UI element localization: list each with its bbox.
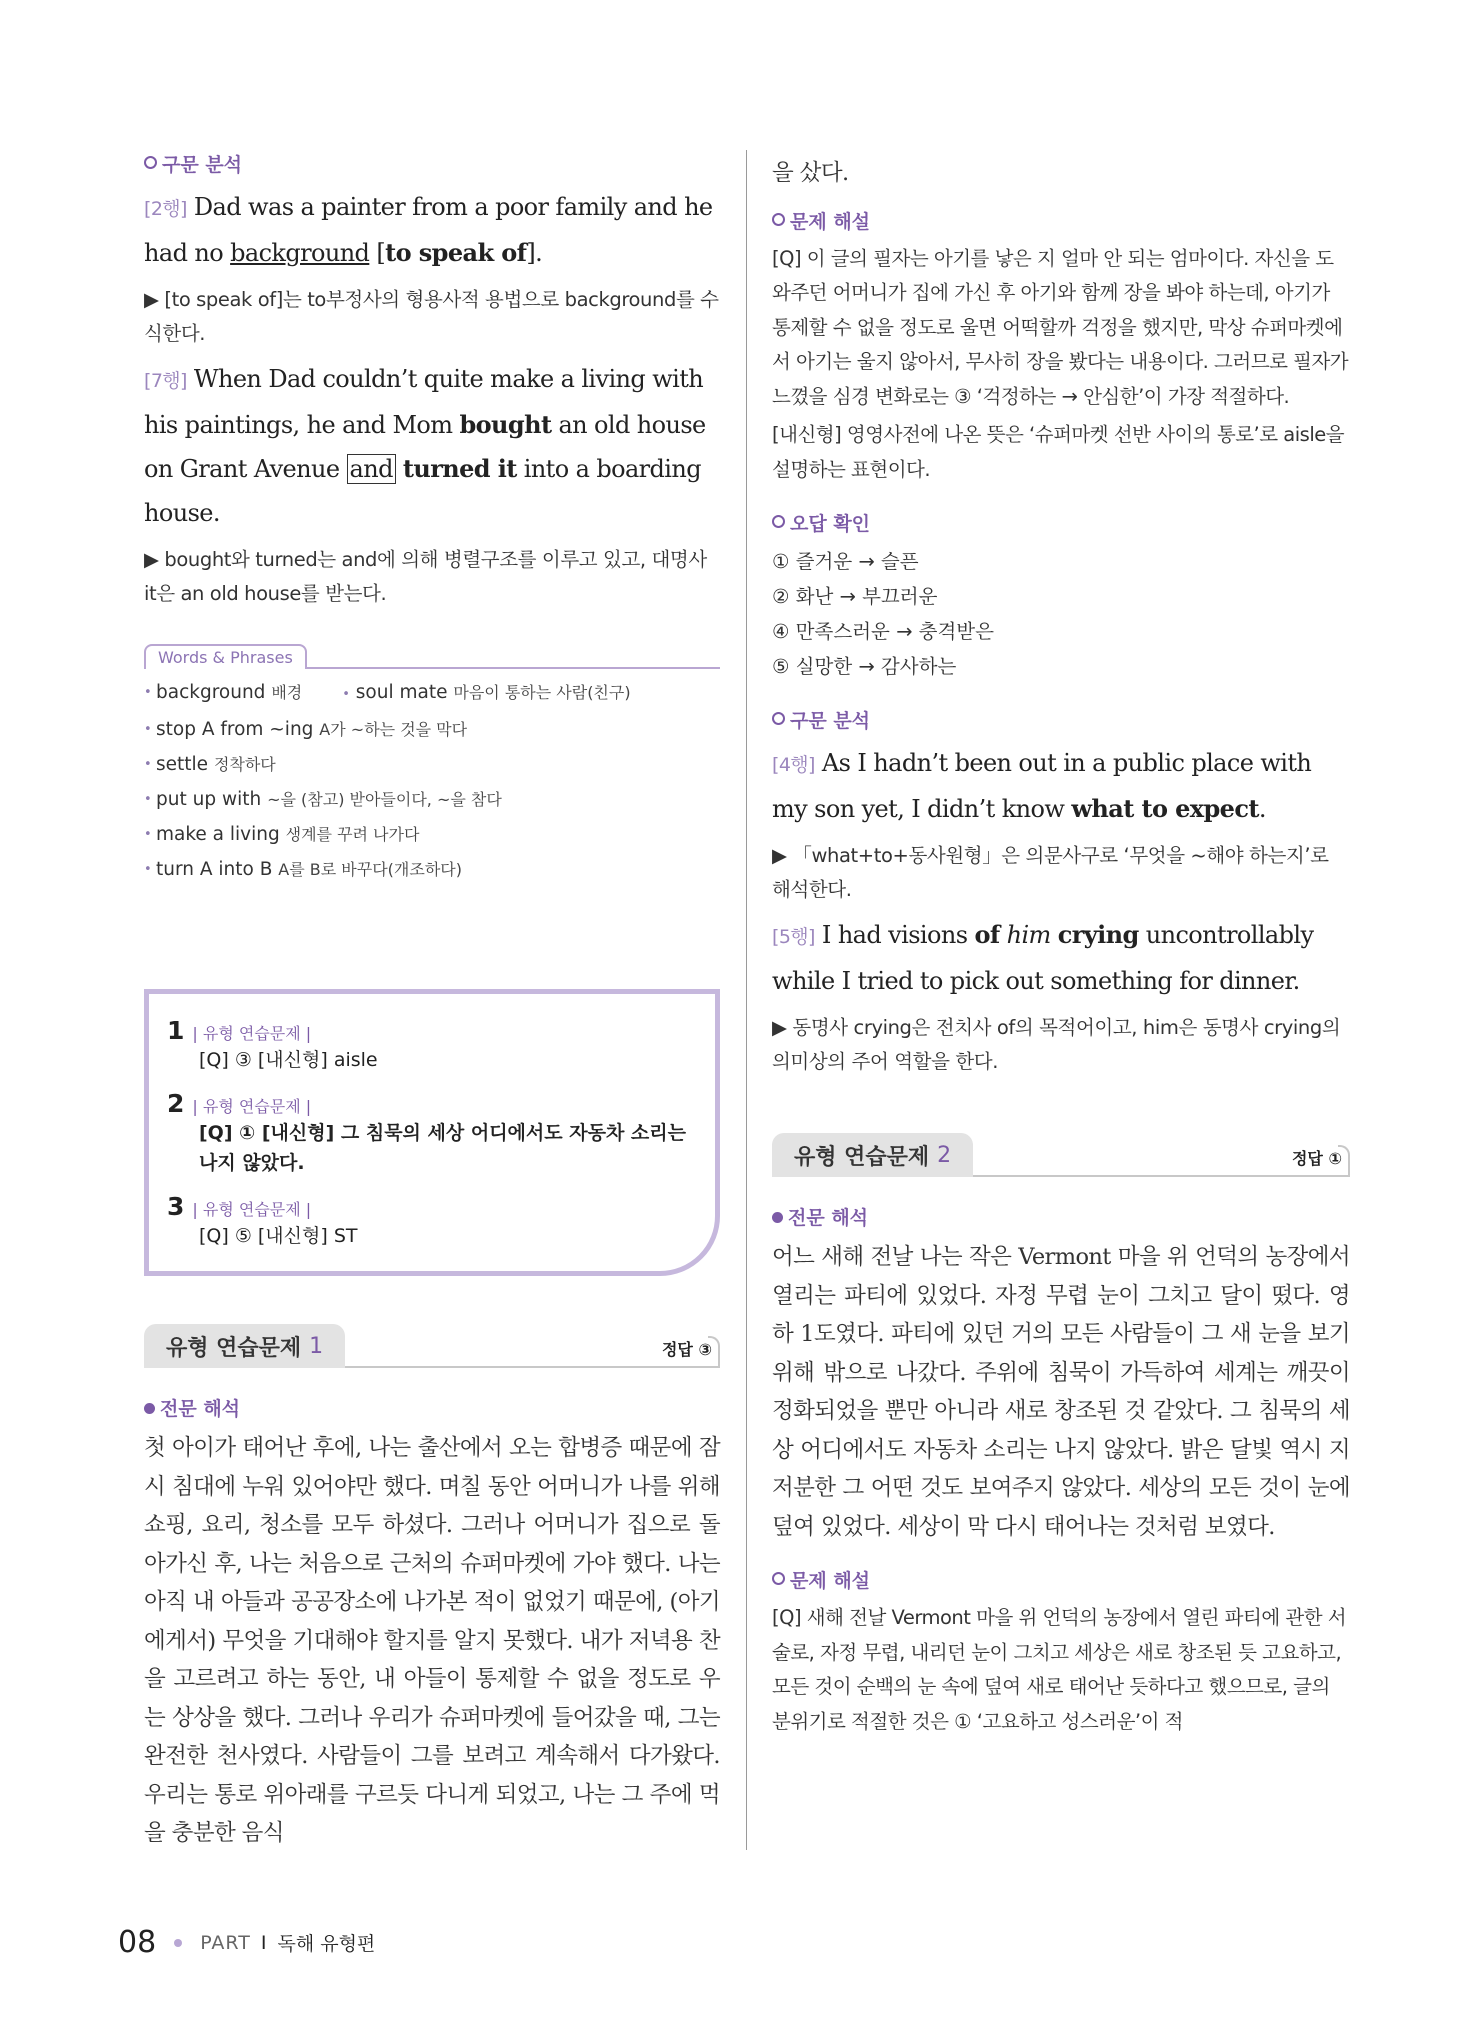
full-translation-text: 어느 새해 전날 나는 작은 Vermont 마을 위 언덕의 농장에서 열리는 파티에 있었다. 자정 무렵 눈이 그치고 달이 떴다. 영하 1도였다. 파티에 있던 거의 모든 사람들이 그 새 눈을 보기 위해 밖으로 나갔다. 주위에 침묵이 가득하여 세계는 깨끗이 정화되었을 뿐만 아니라 새로 창조된 것 같았다. 그 침묵의 세상 어디에서도 자동차 소리는 나지 않았다. 밝은 달빛 역시 지저분한 그 어떤 것도 보여주지 않았다. 세상의 모든 것이 눈에 덮여 있었다. 세상이 막 다시 태어나는 것처럼 보였다. — [772, 1244, 1350, 1540]
column-divider — [746, 150, 747, 1850]
question-explanation-heading: 문제 해설 — [772, 207, 1350, 234]
exercise-1-title: 유형 연습문제 1 — [144, 1324, 345, 1368]
full-translation-text: 첫 아이가 태어난 후에, 나는 출산에서 오는 합병증 때문에 잠시 침대에 누워 있어야만 했다. 며칠 동안 어머니가 나를 위해 쇼핑, 요리, 청소를 모두 하셨다. 그러나 어머니가 집으로 돌아가신 후, 나는 처음으로 근처의 슈퍼마켓에 가야 했다. 나는 아직 내 아들과 공공장소에 나가본 적이 없었기 때문에, (아기에게서) 무엇을 기대해야 할지를 알지 못했다. 내가 저녁용 찬을 고르려고 하는 동안, 내 아들이 통제할 수 없을 정도로 우는 상상을 했다. 그러나 우리가 슈퍼마켓에 들어갔을 때, 그는 완전한 천사였다. 사람들이 그를 보려고 계속해서 다가왔다. 우리는 통로 위아래를 구르듯 다니게 되었고, 나는 그 주에 먹을 충분한 음식 — [144, 1435, 720, 1846]
question-explanation-text: [Q] 이 글의 필자는 아기를 낳은 지 얼마 안 되는 엄마이다. 자신을 도와주던 어머니가 집에 가신 후 아기와 함께 장을 봐야 하는데, 아기가 통제할 수 없을 정도로 울면 어떡할까 걱정을 했지만, 막상 슈퍼마켓에서 아기는 울지 않아서, 무사히 장을 봤다는 내용이다. 그러므로 필자가 느꼈을 심경 변화로는 ③ ‘걱정하는 → 안심한’이 가장 적절하다. — [772, 246, 1349, 408]
ring-bullet-icon — [772, 712, 785, 725]
answer-key-item: 1 | 유형 연습문제 | [Q] ③ [내신형] aisle — [167, 1016, 378, 1071]
full-translation-heading: 전문 해석 — [144, 1394, 720, 1421]
answer-key-box — [144, 989, 720, 1276]
right-column — [772, 150, 1350, 1739]
syntax-note-1: ▶ [to speak of]는 to부정사의 형용사적 용법으로 background를 수식한다. — [144, 288, 719, 345]
footer-title: 독해 유형편 — [277, 1933, 376, 1955]
syntax-heading: 구문 분석 — [772, 706, 1350, 733]
page-number: 08 — [118, 1925, 157, 1960]
wrong-answer-item: ② 화난 → 부끄러운 — [772, 585, 938, 608]
syntax-sentence-2: [7행] When Dad couldn’t quite make a living with his paintings, he and Mom bought an old house on Grant Avenue and turned it into a boarding house. — [144, 365, 706, 527]
footer-part: PART I — [200, 1931, 268, 1954]
ring-bullet-icon — [772, 1572, 785, 1585]
wrong-answer-item: ⑤ 실망한 → 감사하는 — [772, 655, 957, 678]
exercise-1-header — [144, 1324, 720, 1368]
translation-continued: 을 샀다. — [772, 160, 849, 186]
exercise-2-header — [772, 1133, 1350, 1177]
word-item: • put up with ~을 (참고) 받아들이다, ~을 참다 — [144, 782, 720, 817]
syntax-sentence-1: [2행] Dad was a painter from a poor family and he had no background [to speak of]. — [144, 193, 713, 267]
naesin-explanation-text: [내신형] 영영사전에 나온 뜻은 ‘슈퍼마켓 선반 사이의 통로’로 aisle을 설명하는 표현이다. — [772, 423, 1345, 481]
syntax-note-1: ▶ 「what+to+동사원형」은 의문사구로 ‘무엇을 ~해야 하는지’로 해석한다. — [772, 844, 1329, 901]
word-item: • background 배경 • soul mate 마음이 통하는 사람(친구) — [144, 675, 720, 712]
ring-bullet-icon — [772, 515, 785, 528]
exercise-2-title: 유형 연습문제 2 — [772, 1133, 973, 1177]
syntax-heading: 구문 분석 — [144, 150, 720, 177]
words-phrases-list — [144, 675, 720, 887]
word-item: • stop A from ~ing A가 ~하는 것을 막다 — [144, 712, 720, 747]
page-footer — [118, 1925, 375, 1960]
word-item: • settle 정착하다 — [144, 747, 720, 782]
full-translation-heading: 전문 해석 — [772, 1203, 1350, 1230]
footer-dot-icon — [174, 1939, 182, 1947]
answer-key-item: 2 | 유형 연습문제 | [Q] ① [내신형] 그 침묵의 세상 어디에서도 자동차 소리는 나지 않았다. — [167, 1089, 686, 1174]
words-phrases-header — [144, 641, 720, 669]
left-column — [144, 150, 720, 1853]
wrong-answer-item: ① 즐거운 → 슬픈 — [772, 550, 919, 573]
words-phrases-tab: Words & Phrases — [144, 644, 307, 669]
ring-bullet-icon — [144, 156, 157, 169]
ring-bullet-icon — [772, 213, 785, 226]
exercise-2-answer: 정답 ① — [1291, 1149, 1342, 1168]
syntax-note-2: ▶ 동명사 crying은 전치사 of의 목적어이고, him은 동명사 crying의 의미상의 주어 역할을 한다. — [772, 1016, 1341, 1073]
question-explanation-heading: 문제 해설 — [772, 1566, 1350, 1593]
wrong-answer-list — [772, 544, 1350, 684]
wrong-answer-heading: 오답 확인 — [772, 509, 1350, 536]
question-explanation-text: [Q] 새해 전날 Vermont 마을 위 언덕의 농장에서 열린 파티에 관한 서술로, 자정 무렵, 내리던 눈이 그치고 세상은 새로 창조된 듯 고요하고, 모든 것이 순백의 눈 속에 덮여 새로 태어난 듯하다고 했으므로, 글의 분위기로 적절한 것은 ① ‘고요하고 성스러운’이 적 — [772, 1606, 1347, 1733]
syntax-sentence-2: [5행] I had visions of him crying uncontrollably while I tried to pick out something for dinner. — [772, 920, 1314, 995]
syntax-note-2: ▶ bought와 turned는 and에 의해 병렬구조를 이루고 있고, 대명사 it은 an old house를 받는다. — [144, 548, 707, 605]
wrong-answer-item: ④ 만족스러운 → 충격받은 — [772, 620, 994, 643]
word-item: • make a living 생계를 꾸려 나가다 — [144, 817, 720, 852]
answer-key-item: 3 | 유형 연습문제 | [Q] ⑤ [내신형] ST — [167, 1192, 358, 1247]
dot-bullet-icon — [772, 1212, 783, 1223]
syntax-sentence-1: [4행] As I hadn’t been out in a public place with my son yet, I didn’t know what to expect. — [772, 749, 1312, 823]
dot-bullet-icon — [144, 1403, 155, 1414]
exercise-1-answer: 정답 ③ — [661, 1340, 712, 1359]
word-item: • turn A into B A를 B로 바꾸다(개조하다) — [144, 852, 720, 887]
